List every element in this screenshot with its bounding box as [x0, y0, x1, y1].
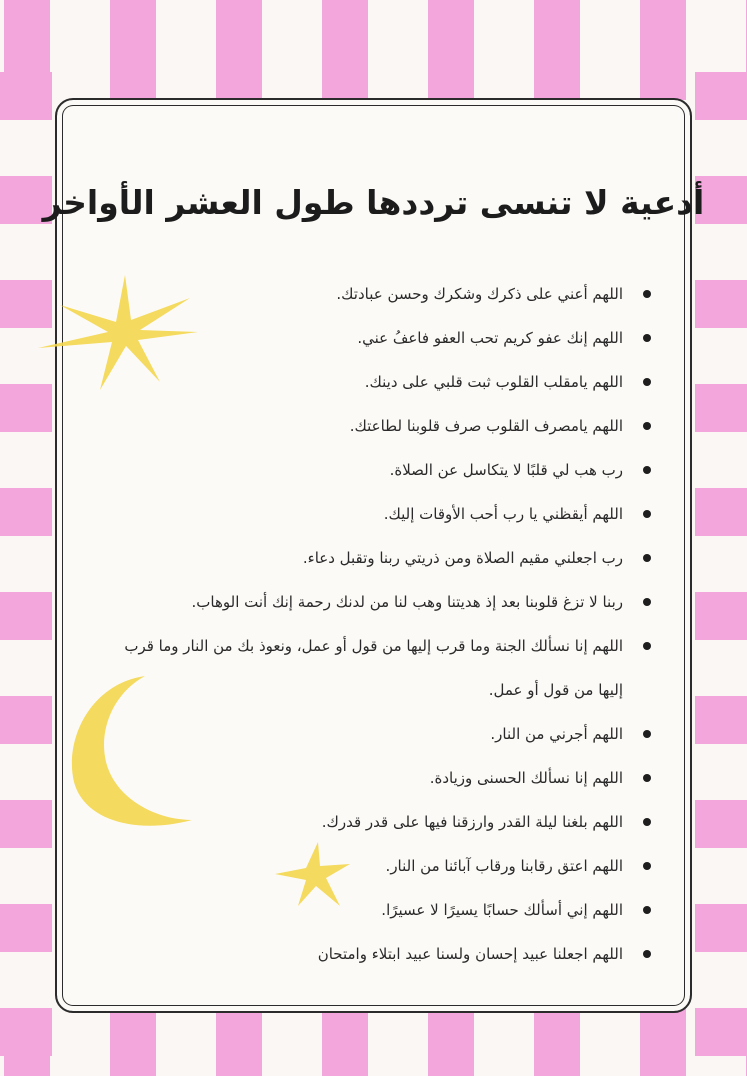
bullet-icon [643, 774, 651, 782]
crescent-moon-icon [60, 670, 200, 835]
dua-item [97, 492, 657, 536]
stripe [322, 0, 368, 100]
star-icon [270, 840, 355, 910]
star-icon [30, 270, 205, 400]
stripe [322, 1008, 368, 1076]
stripe [695, 280, 747, 328]
stripe [0, 1008, 52, 1056]
bullet-icon [643, 510, 651, 518]
bullet-icon [643, 290, 651, 298]
stripe [216, 1008, 262, 1076]
stripe [695, 1008, 747, 1056]
bullet-icon [643, 906, 651, 914]
stripe [534, 1008, 580, 1076]
bullet-icon [643, 334, 651, 342]
stripe [695, 384, 747, 432]
dua-text: اللهم إنا نسألك الحسنى وزيادة. [429, 769, 623, 787]
stripe [695, 800, 747, 848]
bullet-icon [643, 598, 651, 606]
dua-item [97, 844, 657, 888]
stripe [695, 488, 747, 536]
dua-item [97, 932, 657, 976]
dua-item [97, 536, 657, 580]
stripe [110, 0, 156, 100]
stripe [640, 1008, 686, 1076]
dua-text: اللهم أجرني من النار. [490, 725, 623, 743]
dua-text: اللهم يامقلب القلوب ثبت قلبي على دينك. [364, 373, 623, 391]
dua-text: رب اجعلني مقيم الصلاة ومن ذريتي ربنا وتقبل دعاء. [302, 549, 623, 567]
dua-text: رب هب لي قلبًا لا يتكاسل عن الصلاة. [389, 461, 623, 479]
stripe [216, 0, 262, 100]
stripe [695, 592, 747, 640]
dua-text: اللهم بلغنا ليلة القدر وارزقنا فيها على قدر قدرك. [321, 813, 623, 831]
stripe [110, 1008, 156, 1076]
stripe [0, 904, 52, 952]
dua-text: اللهم اعتق رقابنا ورقاب آبائنا من النار. [385, 857, 623, 875]
stripe [695, 696, 747, 744]
dua-text: اللهم إنك عفو كريم تحب العفو فاعفُ عني. [357, 329, 623, 347]
stripe [640, 0, 686, 100]
stripe [428, 1008, 474, 1076]
stripe [0, 72, 52, 120]
stripe [0, 800, 52, 848]
stripe [428, 0, 474, 100]
dua-item [97, 448, 657, 492]
stripe [695, 72, 747, 120]
dua-text: اللهم إني أسألك حسابًا يسيرًا لا عسيرًا. [381, 901, 623, 919]
dua-text: اللهم أيقظني يا رب أحب الأوقات إليك. [383, 505, 623, 523]
bullet-icon [643, 422, 651, 430]
dua-item [97, 888, 657, 932]
dua-item [97, 404, 657, 448]
bullet-icon [643, 554, 651, 562]
dua-text: اللهم أعني على ذكرك وشكرك وحسن عبادتك. [336, 285, 623, 303]
bullet-icon [643, 378, 651, 386]
bullet-icon [643, 950, 651, 958]
stripe [695, 904, 747, 952]
dua-text: اللهم اجعلنا عبيد إحسان ولسنا عبيد ابتلاء وامتحان [317, 945, 623, 963]
bullet-icon [643, 862, 651, 870]
bullet-icon [643, 818, 651, 826]
stripe [0, 592, 52, 640]
dua-text: ربنا لا تزغ قلوبنا بعد إذ هديتنا وهب لنا من لدنك رحمة إنك أنت الوهاب. [191, 593, 623, 611]
card-title: أدعية لا تنسى ترددها طول العشر الأواخر [42, 183, 705, 222]
stripe [0, 696, 52, 744]
dua-text: اللهم إنا نسألك الجنة وما قرب إليها من قول أو عمل، ونعوذ بك من النار وما قرب إليها من قول أو عمل. [124, 637, 623, 699]
bullet-icon [643, 466, 651, 474]
dua-text: اللهم يامصرف القلوب صرف قلوبنا لطاعتك. [349, 417, 623, 435]
bullet-icon [643, 642, 651, 650]
stripe [0, 488, 52, 536]
stripe [534, 0, 580, 100]
dua-item [97, 580, 657, 624]
bullet-icon [643, 730, 651, 738]
